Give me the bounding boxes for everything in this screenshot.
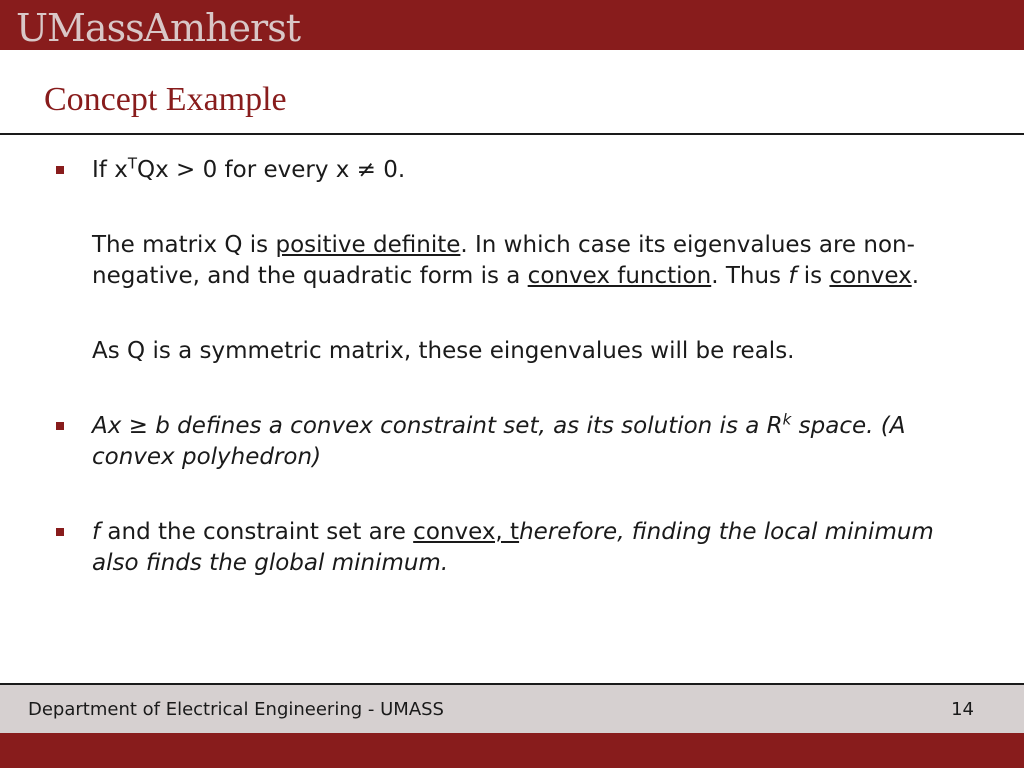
footer-bar [0, 683, 1024, 733]
square-bullet-icon [56, 422, 64, 430]
convex-function-link: convex function [527, 263, 712, 289]
square-bullet-icon [56, 528, 64, 536]
convex-link-2: convex, t [413, 519, 520, 545]
title-divider [0, 133, 1024, 135]
bullet-item-2 [56, 411, 956, 473]
slide-content [56, 155, 956, 623]
header-bar [0, 0, 1024, 50]
bullet-1-paragraph-2: The matrix Q is positive definite. In which case its eigenvalues are non-negative, and the quadratic form is a convex function. Thus f is convex. [92, 232, 920, 289]
bottom-bar [0, 733, 1024, 768]
bullet-3-text: f and the constraint set are convex, therefore, finding the local minimum also finds the global minimum. [92, 519, 934, 576]
footer-department: Department of Electrical Engineering - UMASS [28, 699, 444, 720]
bullet-1-line: If $x^TQx > 0$ for every x ≠ 0. [92, 154, 406, 183]
bullet-1-paragraph-3: As Q is a symmetric matrix, these eingenvalues will be reals. [92, 338, 795, 364]
bullet-item-1 [56, 155, 956, 186]
page-number: 14 [951, 699, 974, 720]
slide-title: Concept Example [44, 81, 287, 118]
bullet-2-text: Ax ≥ b defines a convex constraint set, as its solution is a $R^k$ space. (A convex polyhedron) [92, 410, 906, 470]
bullet-item-3 [56, 517, 956, 579]
square-bullet-icon [56, 166, 64, 174]
positive-definite-link: positive definite [275, 232, 461, 258]
umass-logo: UMassAmherst [16, 6, 300, 50]
convex-link: convex [829, 263, 912, 289]
